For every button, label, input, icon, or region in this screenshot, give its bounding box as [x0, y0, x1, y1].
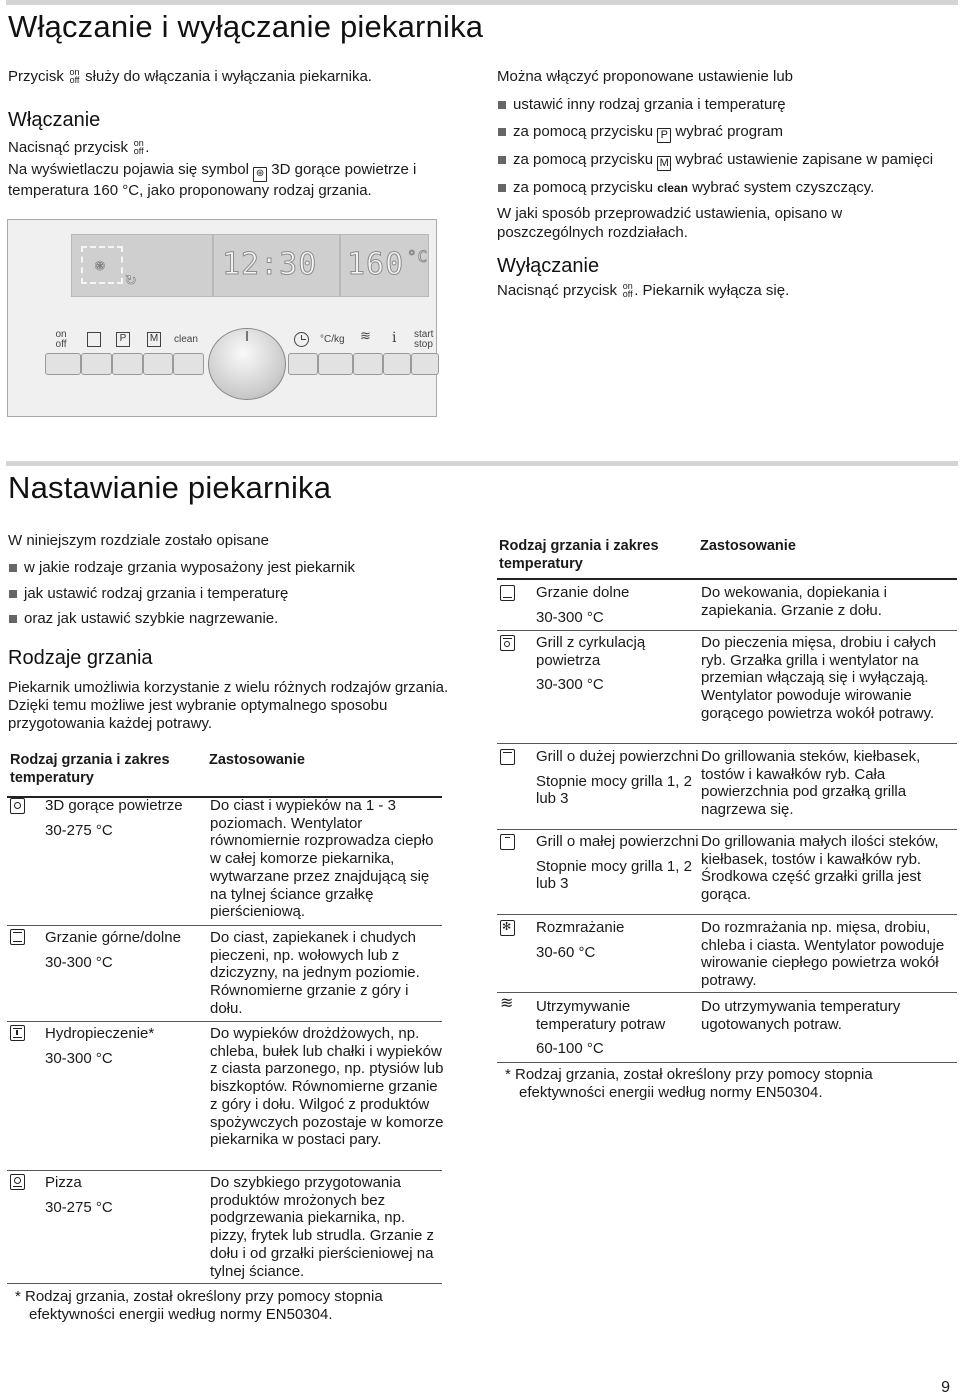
how-text: W jaki sposób przeprowadzić ustawienia, opisano w poszczególnych rozdziałach.: [497, 205, 843, 241]
keep-warm-key-icon: ≋: [360, 328, 371, 343]
temp-display: 160: [347, 247, 405, 282]
fan-ring-icon: ⊛: [94, 257, 106, 273]
memory-key-icon: M: [657, 156, 671, 171]
table-right-footnote: * Rodzaj grzania, został określony przy pomocy stopnia efektywności energii według normy EN50304.: [505, 1066, 873, 1101]
table-cell-use: Do pieczenia mięsa, drobiu i całych ryb. Grzałka grilla i wentylator na przemian włączają się i wyłączają. Wentylator powoduje wirowanie gorącego powietrza wokół potrawy.: [701, 634, 937, 722]
table-right-header-type: Rodzaj grzania i zakres temperatury: [499, 538, 659, 572]
start-stop-label: start stop: [414, 329, 434, 350]
oven-control-panel: [7, 219, 437, 417]
lcd-time-window: [213, 234, 340, 297]
section-title-settings: Nastawianie piekarnika: [8, 470, 332, 505]
settings-intro: [8, 532, 458, 733]
steam-bake-icon: [10, 1025, 25, 1041]
memory-button[interactable]: [143, 353, 173, 375]
table-row: Pizza 30-275 °C: [45, 1174, 113, 1216]
program-key-icon: P: [657, 128, 671, 143]
left-column-text: [8, 68, 458, 200]
table-left-header-type: Rodzaj grzania i zakres temperatury: [10, 752, 170, 786]
table-right-header-use: Zastosowanie: [700, 538, 796, 554]
table-cell-use: Do wekowania, dopiekania i zapiekania. Grzanie z dołu.: [701, 584, 887, 619]
temp-weight-label: °C/kg: [320, 334, 345, 345]
options-intro: Można włączyć proponowane ustawienie lub: [497, 68, 794, 85]
table-row: Grzanie górne/dolne 30-300 °C: [45, 929, 181, 971]
right-column-text: [497, 68, 947, 301]
table-row: Grill o małej powierzchni Stopnie mocy grilla 1, 2 lub 3: [536, 833, 699, 893]
row-rule: [497, 743, 957, 744]
table-left-footnote: * Rodzaj grzania, został określony przy pomocy stopnia efektywności energii według normy EN50304.: [15, 1288, 383, 1323]
table-cell-use: Do utrzymywania temperatury ugotowanych potraw.: [701, 998, 901, 1033]
intro-text: Przycisk on off służy do włączania i wyłączania piekarnika.: [8, 67, 372, 85]
list-item: w jakie rodzaje grzania wyposażony jest piekarnik: [8, 559, 458, 577]
list-item: jak ustawić rodzaj grzania i temperaturę: [8, 585, 458, 603]
onoff-key-icon: on off: [69, 67, 80, 85]
display-text: Na wyświetlaczu pojawia się symbol ⊛ 3D gorące powietrze i temperatura 160 °C, jako proponowany rodzaj grzania.: [8, 160, 417, 199]
heating-text: Piekarnik umożliwia korzystanie z wielu różnych rodzajów grzania. Dzięki temu możliwe jest wybranie optymalnego sposobu przygotowania każdej potrawy.: [8, 678, 449, 732]
rapid-heat-icon: ↻: [125, 272, 137, 288]
temp-weight-button[interactable]: [318, 353, 353, 375]
bottom-heat-icon: [500, 585, 515, 601]
on-press-text: Nacisnąć przycisk on off .: [8, 137, 150, 156]
settings-intro-text: W niniejszym rozdziale zostało opisane: [8, 532, 269, 549]
table-right-header-rule: [497, 578, 957, 580]
top-bottom-heat-icon: [10, 929, 25, 945]
keep-warm-button[interactable]: [353, 353, 383, 375]
memory-key-icon: M: [147, 332, 161, 347]
clean-label: clean: [174, 334, 198, 345]
info-button[interactable]: [383, 353, 411, 375]
clock-button[interactable]: [288, 353, 318, 375]
options-list: [497, 96, 947, 197]
pizza-icon: [10, 1174, 25, 1190]
section-title-on-off: Włączanie i wyłączanie piekarnika: [8, 9, 484, 44]
table-row: Rozmrażanie 30-60 °C: [536, 919, 625, 961]
fan-ring-icon: ⊛: [253, 167, 267, 182]
on-off-label: on off: [55, 329, 67, 350]
table-cell-use: Do grillowania steków, kiełbasek, tostów i kawałków ryb. Cała powierzchnia pod grzałką grilla nagrzewa się.: [701, 748, 921, 819]
info-key-icon: i: [392, 330, 397, 346]
table-cell-use: Do wypieków drożdżowych, np. chleba, bułek lub chałki i wypieków z ciasta parzonego, np. ptysiów lub biszkoptów. Równomierne grzanie z góry i dołu. Wilgoć z produktów spożywczych pozostaje w komorze piekarnika w postaci pary.: [210, 1025, 444, 1149]
table-cell-use: Do rozmrażania np. mięsa, drobiu, chleba i ciasta. Wentylator powoduje wirowanie ciepłego powietrza wokół potrawy.: [701, 919, 945, 990]
table-cell-use: Do grillowania małych ilości steków, kiełbasek, tostów i kawałków ryb. Środkowa część grzałki grilla jest gorąca.: [701, 833, 939, 904]
table-row: Grzanie dolne 30-300 °C: [536, 584, 630, 626]
table-row: Grill o dużej powierzchni Stopnie mocy grilla 1, 2 lub 3: [536, 748, 699, 808]
row-rule: [7, 1021, 442, 1022]
top-rule: [6, 0, 958, 5]
temp-unit: °C: [407, 247, 429, 266]
row-rule: [7, 1170, 442, 1171]
clock-icon: [294, 332, 309, 347]
keep-warm-icon: ≋: [500, 995, 514, 1012]
table-cell-use: Do ciast, zapiekanek i chudych pieczeni, np. wołowych lub z dziczyzny, na jednym poziomie. Równomierne grzanie z góry i dołu.: [210, 929, 420, 1017]
time-display: 12:30: [222, 247, 318, 282]
list-item: oraz jak ustawić szybkie nagrzewanie.: [8, 610, 458, 628]
clean-key-label: clean: [657, 181, 688, 195]
table-row: Utrzymywanie temperatury potraw 60-100 °C: [536, 998, 666, 1058]
row-rule: [497, 630, 957, 631]
table-row: Grill z cyrkulacją powietrza 30-300 °C: [536, 634, 646, 694]
list-item: za pomocą przycisku M wybrać ustawienie zapisane w pamięci: [497, 151, 947, 171]
row-rule: [497, 914, 957, 915]
onoff-key-icon: on off: [133, 137, 144, 156]
table-row: Hydropieczenie* 30-300 °C: [45, 1025, 155, 1067]
page-number: 9: [941, 1379, 950, 1394]
fan-ring-icon: [10, 798, 25, 814]
off-heading: Wyłączanie: [497, 254, 600, 277]
off-press-text: Nacisnąć przycisk on off . Piekarnik wyłącza się.: [497, 281, 790, 300]
row-rule: [497, 992, 957, 993]
on-off-button[interactable]: [45, 353, 81, 375]
quick-heat-button[interactable]: [81, 353, 112, 375]
row-rule: [7, 1283, 442, 1284]
large-grill-icon: [500, 749, 515, 765]
list-item: ustawić inny rodzaj grzania i temperaturę: [497, 96, 947, 114]
selector-knob[interactable]: [208, 328, 286, 400]
list-item: za pomocą przycisku P wybrać program: [497, 123, 947, 143]
table-cell-use: Do szybkiego przygotowania produktów mrożonych bez podgrzewania piekarnika, np. pizzy, frytek lub strudla. Grzanie z dołu i od grzałki pierścieniowej na tylnej ściance.: [210, 1174, 434, 1280]
table-row: 3D gorące powietrze 30-275 °C: [45, 797, 183, 839]
lcd-mode-window: [71, 234, 213, 297]
start-stop-button[interactable]: [411, 353, 439, 375]
row-rule: [497, 829, 957, 830]
small-grill-icon: [500, 834, 515, 850]
clean-button[interactable]: [173, 353, 204, 375]
row-rule: [497, 1062, 957, 1063]
list-item: za pomocą przycisku clean wybrać system czyszczący.: [497, 179, 947, 197]
table-cell-use: Do ciast i wypieków na 1 - 3 poziomach. Wentylator równomiernie rozprowadza ciepło w całej komorze piekarnika, wytwarzane przez znajdującą się na tylnej ściance grzałkę pierścieniową.: [210, 797, 434, 921]
heating-heading: Rodzaje grzania: [8, 647, 153, 670]
row-rule: [7, 925, 442, 926]
defrost-icon: ✻: [500, 920, 515, 936]
program-key-icon: P: [116, 332, 130, 347]
table-left-header-use: Zastosowanie: [209, 752, 305, 768]
quick-heat-key-icon: [87, 332, 101, 347]
section-rule: [6, 461, 958, 466]
on-heading: Włączanie: [8, 109, 101, 132]
program-button[interactable]: [112, 353, 143, 375]
onoff-key-icon: on off: [622, 281, 633, 300]
grill-fan-icon: [500, 635, 515, 651]
lcd-temp-window: [340, 234, 429, 297]
